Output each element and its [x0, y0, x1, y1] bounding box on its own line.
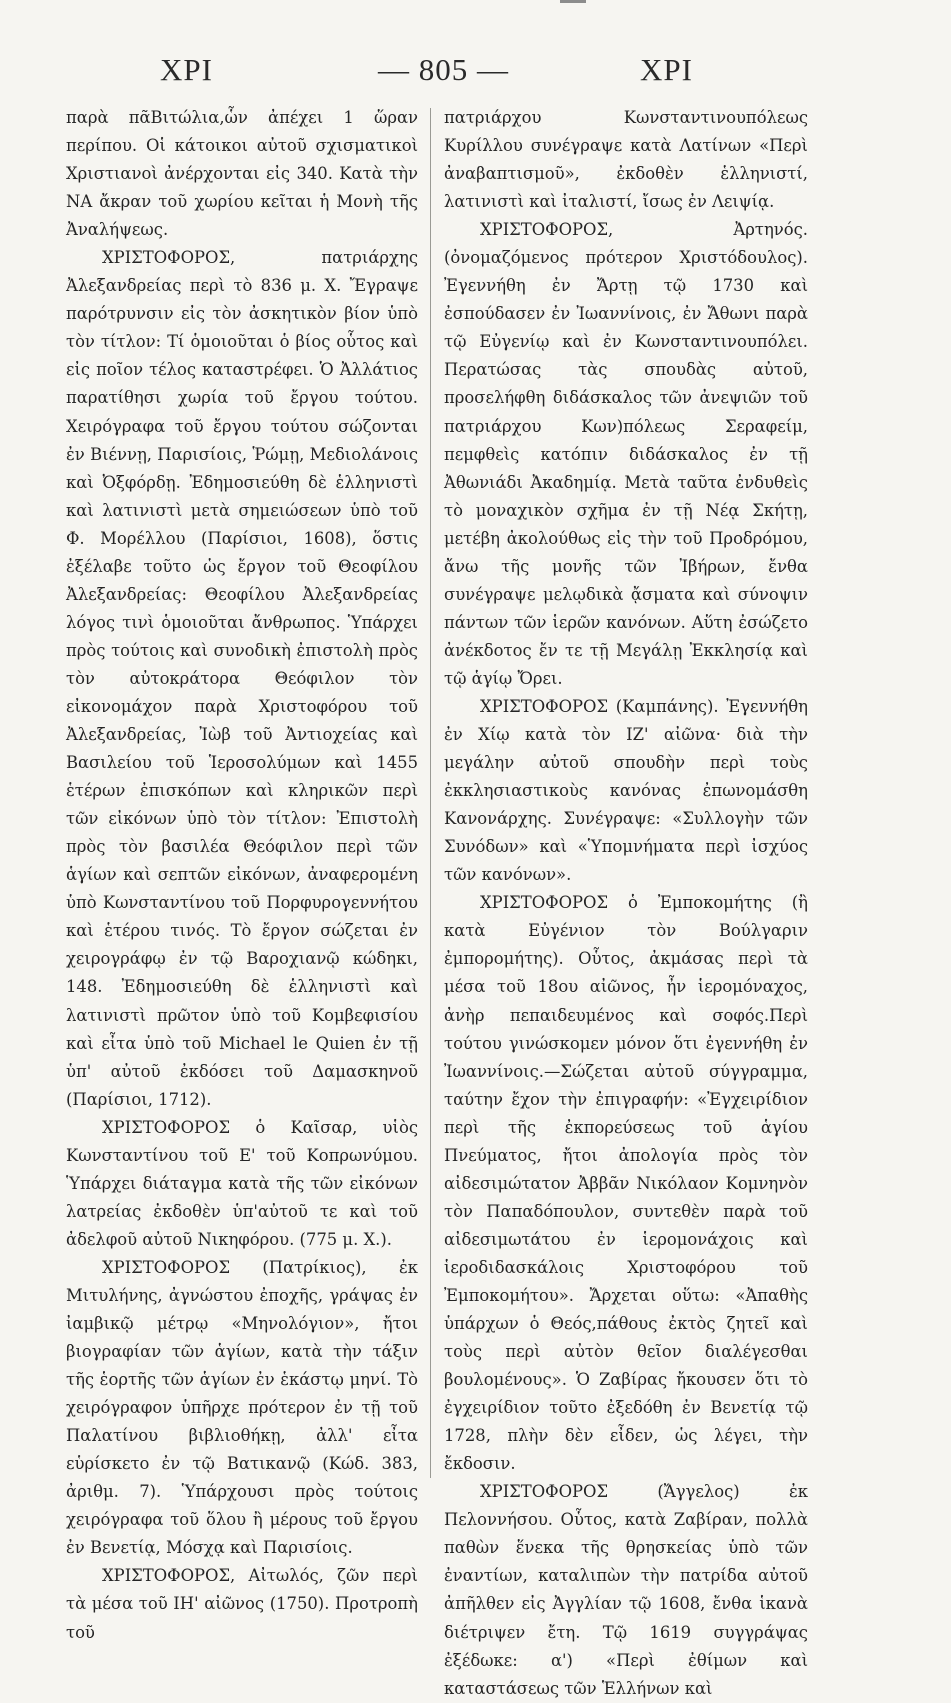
- right-paragraph-3: ΧΡΙΣΤΟΦΟΡΟΣ (Καμπάνης). Ἐγεννήθη ἐν Χίῳ κατὰ τὸν ΙΖ' αἰῶνα· διὰ τὴν μεγάλην αὐτοῦ σπουδὴν περὶ τοὺς ἐκκλησιαστικοὺς κανόνας ἐπωνομάσθη Κανονάρχης. Συνέγραψε: «Συλλογὴν τῶν Συνόδων» καὶ «Ὑπομνήματα περὶ ἰσχύος τῶν κανόνων».: [444, 696, 808, 885]
- left-paragraph-3: ΧΡΙΣΤΟΦΟΡΟΣ ὁ Καῖσαρ, υἱὸς Κωνσταντίνου τοῦ Ε' τοῦ Κοπρωνύμου. Ὑπάρχει διάταγμα κατὰ τῆς τῶν εἰκόνων λατρείας ἐκδοθὲν ὑπ'αὐτοῦ τε καὶ τοῦ ἀδελφοῦ αὐτοῦ Νικηφόρου. (775 μ. Χ.).: [66, 1117, 418, 1249]
- right-column: [444, 104, 808, 1698]
- header-right-guide-word: ΧΡΙ: [640, 52, 693, 87]
- left-column: [66, 104, 418, 1642]
- scan-mark: [560, 0, 586, 3]
- left-paragraph-5: ΧΡΙΣΤΟΦΟΡΟΣ, Αἰτωλός, ζῶν περὶ τὰ μέσα τοῦ ΙΗ' αἰῶνος (1750). Προτροπὴ τοῦ: [66, 1566, 418, 1642]
- left-paragraph-2: ΧΡΙΣΤΟΦΟΡΟΣ, πατριάρχης Ἀλεξανδρείας περὶ τὸ 836 μ. Χ. Ἔγραψε παρότρυνσιν εἰς τὸν ἀσκητικὸν βίον ὑπὸ τὸν τίτλον: Τί ὁμοιοῦται ὁ βίος οὗτος καὶ εἰς ποῖον τέλος καταστρέφει. Ὁ Ἀλλάτιος παρατίθησι χωρία τοῦ ἔργου τούτου. Χειρόγραφα τοῦ ἔργου τούτου σώζονται ἐν Βιέννῃ, Παρισίοις, Ῥώμῃ, Μεδιολάνοις καὶ Ὀξφόρδῃ. Ἐδημοσιεύθη δὲ ἑλληνιστὶ καὶ λατινιστὶ μετὰ σημειώσεων ὑπὸ τοῦ Φ. Μορέλλου (Παρίσιοι, 1608), ὅστις ἐξέλαβε τοῦτο ὡς ἔργον τοῦ Θεοφίλου Ἀλεξανδρείας: Θεοφίλου Ἀλεξανδρείας λόγος τινὶ ὁμοιοῦται ἄνθρωπος. Ὑπάρχει πρὸς τούτοις καὶ συνοδικὴ ἐπιστολὴ πρὸς τὸν αὐτοκράτορα Θεόφιλον τὸν εἰκονομάχον παρὰ Χριστοφόρου τοῦ Ἀλεξανδρείας, Ἰὼβ τοῦ Ἀντιοχείας καὶ Βασιλείου τοῦ Ἱεροσολύμων καὶ 1455 ἑτέρων ἐπισκόπων καὶ κληρικῶν περὶ τῶν εἰκόνων ὑπὸ τὸν τίτλον: Ἐπιστολὴ πρὸς τὸν βασιλέα Θεόφιλον περὶ τῶν ἁγίων καὶ σεπτῶν εἰκόνων, ἀναφερομένη ὑπὸ Κωνσταντίνου τοῦ Πορφυρογεννήτου καὶ ἑτέρου τινός. Τὸ ἔργον σώζεται ἐν χειρογράφῳ ἐν τῷ Βαροχιανῷ κώδηκι, 148. Ἐδημοσιεύθη δὲ ἑλληνιστὶ καὶ λατινιστὶ πρῶτον ὑπὸ τοῦ Κομβεφισίου καὶ εἶτα ὑπὸ τοῦ Michael le Quien ἐν τῇ ὑπ' αὐτοῦ ἐκδόσει τοῦ Δαμασκηνοῦ (Παρίσιοι, 1712).: [66, 248, 418, 1109]
- right-paragraph-4: ΧΡΙΣΤΟΦΟΡΟΣ ὁ Ἐμποκομήτης (ἢ κατὰ Εὐγένιον τὸν Βούλγαριν ἐμπορομήτης). Οὗτος, ἀκμάσας περὶ τὰ μέσα τοῦ 18ου αἰῶνος, ἦν ἱερομόναχος, ἀνὴρ πεπαιδευμένος καὶ σοφός.Περὶ τούτου γινώσκομεν μόνον ὅτι ἐγεννήθη ἐν Ἰωαννίνοις.—Σώζεται αὐτοῦ σύγγραμμα, ταύτην ἔχον τὴν ἐπιγραφήν: «Ἐγχειρίδιον περὶ τῆς ἐκπορεύσεως τοῦ ἁγίου Πνεύματος, ἤτοι ἀπολογία πρὸς τὸν αἰδεσιμώτατον Ἀββᾶν Νικόλαον Κομνηνὸν τὸν Παπαδόπουλον, συντεθὲν παρὰ τοῦ αἰδεσιμωτάτου ἐν ἱερομονάχοις καὶ ἱεροδιδασκάλοις Χριστοφόρου τοῦ Ἐμποκομήτου». Ἄρχεται οὕτω: «Ἀπαθὴς ὑπάρχων ὁ Θεός,πάθους ἐκτὸς ζητεῖ καὶ τοὺς περὶ αὐτὸν θεῖον διαλέγεσθαι βουλομένους». Ὁ Ζαβίρας ἤκουσεν ὅτι τὸ ἐγχειρίδιον τοῦτο ἐξεδόθη ἐν Βενετίᾳ τῷ 1728, πλὴν δὲν εἶδεν, ὡς λέγει, τὴν ἔκδοσιν.: [444, 893, 808, 1474]
- right-paragraph-1: πατριάρχου Κωνσταντινουπόλεως Κυρίλλου συνέγραψε κατὰ Λατίνων «Περὶ ἀναβαπτισμοῦ», ἐκδοθὲν ἑλληνιστί, λατινιστὶ καὶ ἰταλιστί, ἴσως ἐν Λειψίᾳ.: [444, 108, 808, 212]
- left-paragraph-4: ΧΡΙΣΤΟΦΟΡΟΣ (Πατρίκιος), ἐκ Μιτυλήνης, ἀγνώστου ἐποχῆς, γράψας ἐν ἰαμβικῷ μέτρῳ «Μηνολόγιον», ἤτοι βιογραφίαν τῶν ἁγίων, κατὰ τὴν τάξιν τῆς ἑορτῆς τῶν ἁγίων ἐν ἑκάστῳ μηνί. Τὸ χειρόγραφον ὑπῆρχε πρότερον ἐν τῇ τοῦ Παλατίνου βιβλιοθήκῃ, ἀλλ' εἶτα εὑρίσκετο ἐν τῷ Βατικανῷ (Κώδ. 383, ἀριθμ. 7). Ὑπάρχουσι πρὸς τούτοις χειρόγραφα τοῦ ὅλου ἢ μέρους τοῦ ἔργου ἐν Βενετίᾳ, Μόσχᾳ καὶ Παρισίοις.: [66, 1257, 418, 1558]
- left-paragraph-1: παρὰ πᾶΒιτώλια,ὧν ἀπέχει 1 ὥραν περίπου. Οἱ κάτοικοι αὐτοῦ σχισματικοὶ Χριστιανοὶ ἀνέρχονται εἰς 340. Κατὰ τὴν ΝΑ ἄκραν τοῦ χωρίου κεῖται ἡ Μονὴ τῆς Ἀναλήψεως.: [66, 108, 418, 240]
- right-paragraph-2: ΧΡΙΣΤΟΦΟΡΟΣ, Ἀρτηνός. (ὀνομαζόμενος πρότερον Χριστόδουλος). Ἐγεννήθη ἐν Ἄρτῃ τῷ 1730 καὶ ἐσπούδασεν ἐν Ἰωαννίνοις, ἐν Ἄθωνι παρὰ τῷ Εὐγενίῳ καὶ ἐν Κωνσταντινουπόλει. Περατώσας τὰς σπουδὰς αὐτοῦ, προσελήφθη διδάσκαλος τῶν ἀνεψιῶν τοῦ πατριάρχου Κων)πόλεως Σεραφείμ, πεμφθεὶς κατόπιν διδάσκαλος ἐν τῇ Ἀθωνιάδι Ἀκαδημίᾳ. Μετὰ ταῦτα ἐνδυθεὶς τὸ μοναχικὸν σχῆμα ἐν τῇ Νέᾳ Σκήτῃ, μετέβη ἀκολούθως εἰς τὴν τοῦ Προδρόμου, ἄνω τῆς μονῆς τῶν Ἰβήρων, ἔνθα συνέγραψε μελῳδικὰ ᾄσματα καὶ σύνοψιν πάντων τῶν ἱερῶν κανόνων. Αὕτη ἐσώζετο ἀνέκδοτος ἔν τε τῇ Μεγάλῃ Ἐκκλησίᾳ καὶ τῷ ἁγίῳ Ὄρει.: [444, 220, 808, 688]
- right-paragraph-5: ΧΡΙΣΤΟΦΟΡΟΣ (Ἄγγελος) ἐκ Πελοννήσου. Οὗτος, κατὰ Ζαβίραν, πολλὰ παθὼν ἕνεκα τῆς θρησκείας ὑπὸ τῶν ἐναντίων, καταλιπὼν τὴν πατρίδα αὐτοῦ ἀπῆλθεν εἰς Ἀγγλίαν τῷ 1608, ἔνθα ἱκανὰ διέτριψεν ἔτη. Τῷ 1619 συγγράψας ἐξέδωκε: α') «Περὶ ἐθίμων καὶ καταστάσεως τῶν Ἑλλήνων καὶ: [444, 1482, 808, 1698]
- header-left-guide-word: ΧΡΙ: [160, 52, 213, 87]
- column-divider: [430, 108, 431, 1478]
- page-header: [0, 52, 951, 98]
- page-number: — 805 —: [378, 52, 509, 87]
